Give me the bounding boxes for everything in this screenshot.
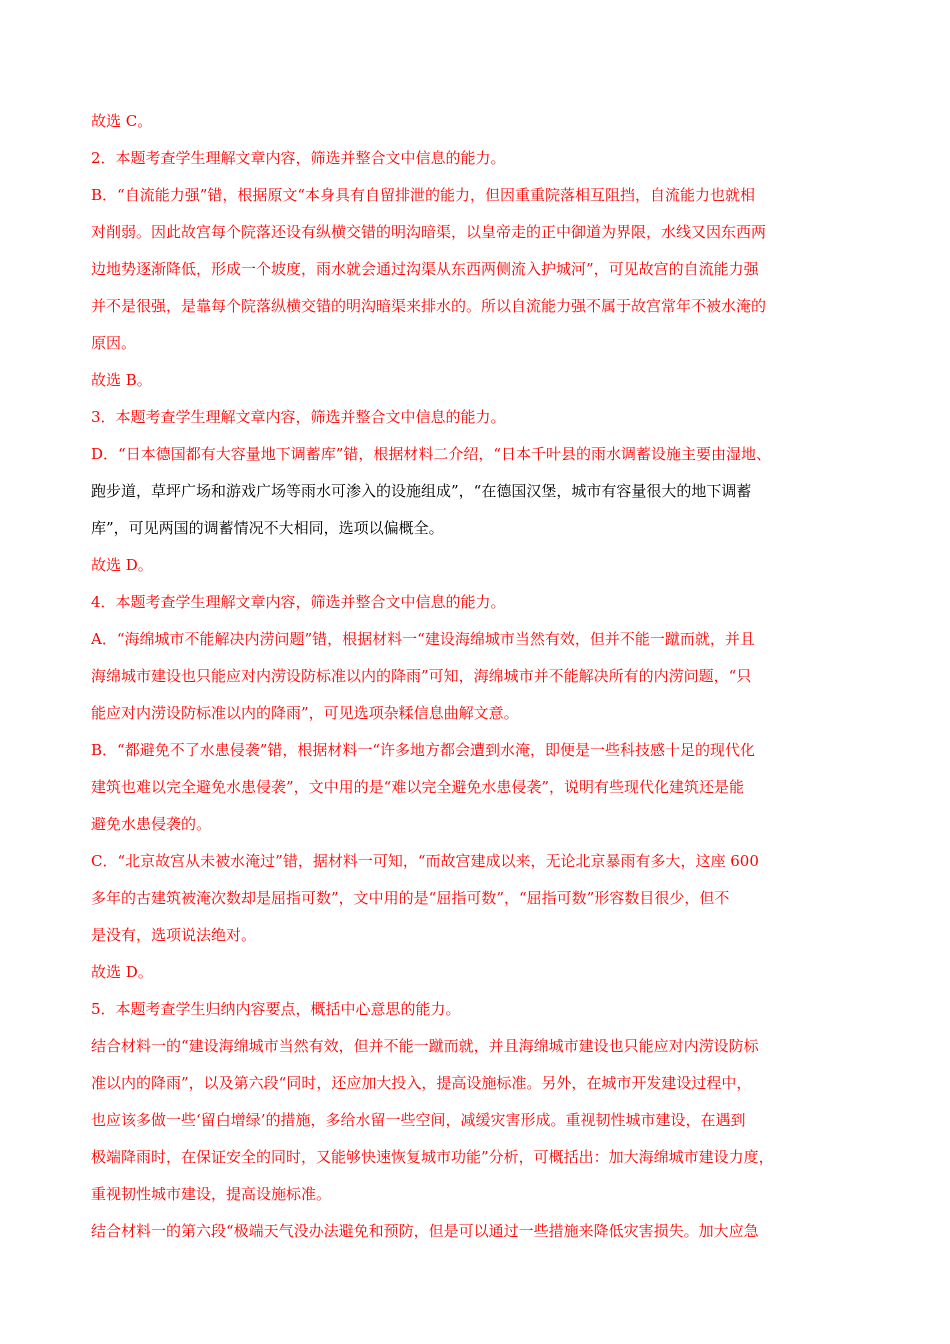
text-line: 故选 B。 (91, 371, 152, 389)
text-line: C．“北京故宫从未被水淹过”错，据材料一可知，“而故宫建成以来，无论北京暴雨有多大，这座 600 (91, 852, 759, 870)
text-line: 能应对内涝设防标准以内的降雨”，可见选项杂糅信息曲解文意。 (91, 704, 519, 722)
text-line: 重视韧性城市建设，提高设施标准。 (91, 1185, 332, 1203)
text-line: 故选 C。 (91, 112, 153, 130)
text-line: 多年的古建筑被淹次数却是屈指可数”，文中用的是“屈指可数”，“屈指可数”形容数目很少，但不 (91, 889, 730, 907)
text-line: 库”，可见两国的调蓄情况不大相同，选项以偏概全。 (91, 519, 444, 537)
text-line: 跑步道，草坪广场和游戏广场等雨水可渗入的设施组成”，“在德国汉堡，城市有容量很大的地下调蓄 (91, 482, 752, 500)
text-line: 4．本题考查学生理解文章内容，筛选并整合文中信息的能力。 (91, 593, 506, 611)
text-line: 5．本题考查学生归纳内容要点，概括中心意思的能力。 (91, 1000, 461, 1018)
text-line: 是没有，选项说法绝对。 (91, 926, 257, 944)
text-line: 也应该多做一些‘留白增绿’的措施，多给水留一些空间，减缓灾害形成。重视韧性城市建设，在遇到 (91, 1111, 746, 1129)
answer-analysis-text (91, 103, 891, 1250)
text-line: 海绵城市建设也只能应对内涝设防标准以内的降雨”可知，海绵城市并不能解决所有的内涝问题，“只 (91, 667, 752, 685)
text-line: 并不是很强，是靠每个院落纵横交错的明沟暗渠来排水的。所以自流能力强不属于故宫常年不被水淹的 (91, 297, 767, 315)
text-line: 准以内的降雨”，以及第六段“同时，还应加大投入，提高设施标准。另外，在城市开发建设过程中， (91, 1074, 752, 1092)
text-line: 原因。 (91, 334, 137, 352)
text-line: 建筑也难以完全避免水患侵袭”，文中用的是“难以完全避免水患侵袭”，说明有些现代化建筑还是能 (91, 778, 745, 796)
text-line: 避免水患侵袭的。 (91, 815, 212, 833)
text-line: A．“海绵城市不能解决内涝问题”错，根据材料一“建设海绵城市当然有效，但并不能一蹴而就，并且 (91, 630, 755, 648)
text-line: D．“日本德国都有大容量地下调蓄库”错，根据材料二介绍，“日本千叶县的雨水调蓄设施主要由湿地、 (91, 445, 772, 463)
text-line: 极端降雨时，在保证安全的同时，又能够快速恢复城市功能”分析，可概括出：加大海绵城市建设力度， (91, 1148, 774, 1166)
text-line: 2．本题考查学生理解文章内容，筛选并整合文中信息的能力。 (91, 149, 506, 167)
text-line: 故选 D。 (91, 556, 153, 574)
text-line: 结合材料一的第六段“极端天气没办法避免和预防，但是可以通过一些措施来降低灾害损失。加大应急 (91, 1222, 759, 1240)
text-line: B．“自流能力强”错，根据原文“本身具有自留排泄的能力，但因重重院落相互阻挡，自流能力也就相 (91, 186, 756, 204)
text-line: 对削弱。因此故宫每个院落还设有纵横交错的明沟暗渠，以皇帝走的正中御道为界限，水线又因东西两 (91, 223, 767, 241)
text-line: B．“都避免不了水患侵袭”错，根据材料一“许多地方都会遭到水淹，即便是一些科技感十足的现代化 (91, 741, 756, 759)
text-line: 结合材料一的“建设海绵城市当然有效，但并不能一蹴而就，并且海绵城市建设也只能应对内涝设防标 (91, 1037, 759, 1055)
text-line: 3．本题考查学生理解文章内容，筛选并整合文中信息的能力。 (91, 408, 506, 426)
text-line: 故选 D。 (91, 963, 153, 981)
text-line: 边地势逐渐降低，形成一个坡度，雨水就会通过沟渠从东西两侧流入护城河”，可见故宫的自流能力强 (91, 260, 759, 278)
